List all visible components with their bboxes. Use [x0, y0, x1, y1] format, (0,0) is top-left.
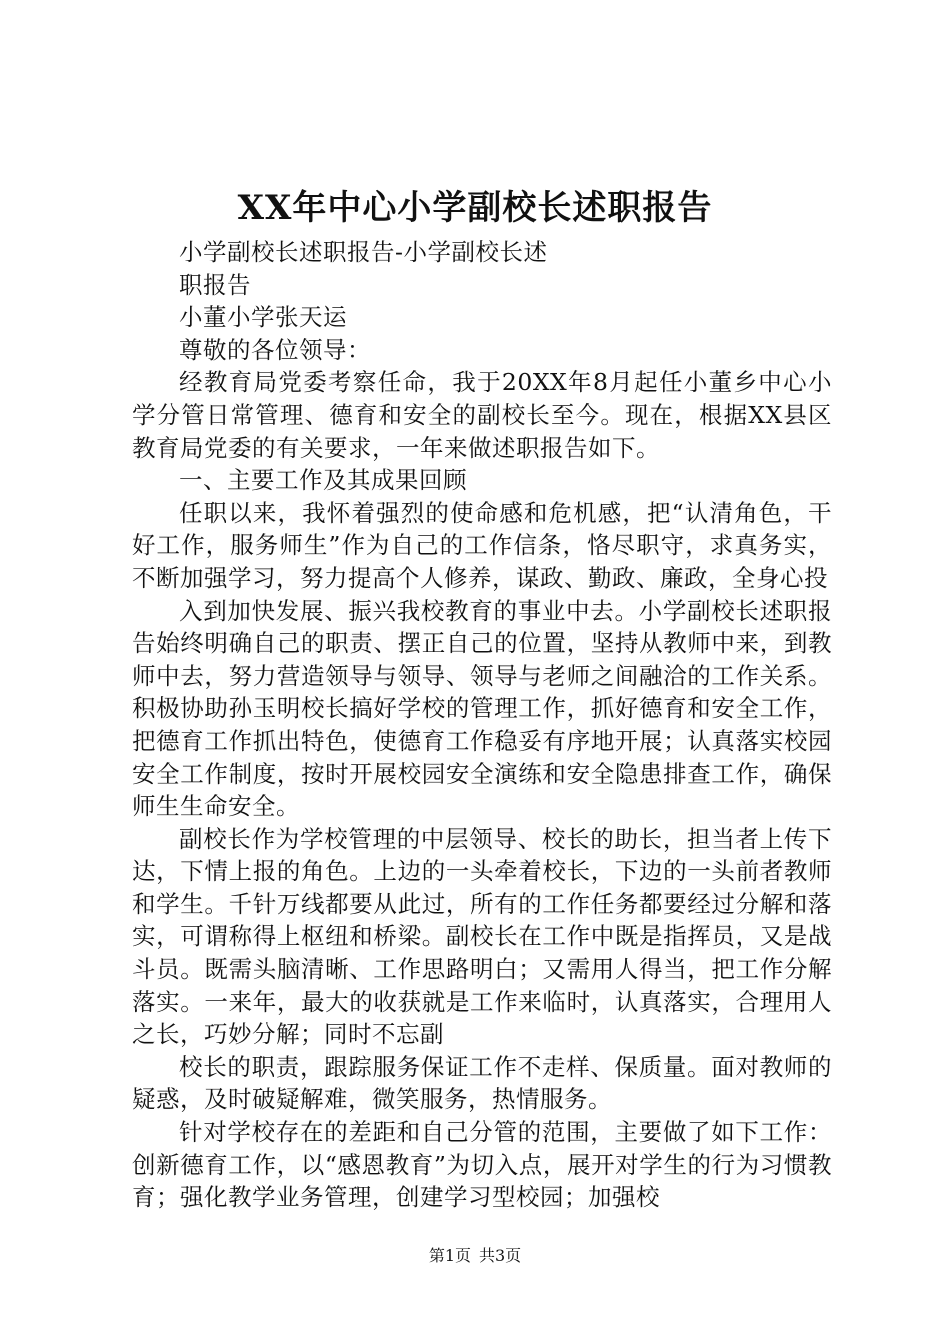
author-line: 小董小学张天运 — [179, 303, 347, 332]
paragraph: 副校长作为学校管理的中层领导、校长的助长，担当者上传下达，下情上报的角色。上边的一头牵着校长，下边的一头前者教师和学生。千针万线都要从此过，所有的工作任务都要经过分解和落实，可谓称得上枢纽和桥梁。副校长在工作中既是指挥员，又是战斗员。既需头脑清晰、工作思路明白；又需用人得当，把工作分解落实。一来年，最大的收获就是工作来临时，认真落实，合理用人之长，巧妙分解；同时不忘副 — [132, 824, 832, 1049]
document-body — [132, 236, 832, 1214]
page-number: 第1页 — [428, 1246, 471, 1265]
paragraph: 经教育局党委考察任命，我于20XX年8月起任小董乡中心小学分管日常管理、德育和安全的副校长至今。现在，根据XX县区教育局党委的有关要求，一年来做述职报告如下。 — [132, 368, 832, 462]
document-title: XX年中心小学副校长述职报告 — [237, 188, 713, 228]
paragraph: 针对学校存在的差距和自己分管的范围，主要做了如下工作：创新德育工作，以“感恩教育”为切入点，展开对学生的行为习惯教育；强化教学业务管理，创建学习型校园；加强校 — [132, 1118, 832, 1212]
paragraph: 任职以来，我怀着强烈的使命感和危机感，把“认清角色，干好工作，服务师生”作为自己的工作信条，恪尽职守，求真务实，不断加强学习，努力提高个人修养，谋政、勤政、廉政，全身心投 — [132, 498, 832, 592]
paragraph: 小学副校长述职报告-小学副校长述 — [179, 238, 548, 266]
salutation: 尊敬的各位领导： — [179, 335, 371, 364]
section-heading: 一、主要工作及其成果回顾 — [179, 466, 467, 495]
paragraph: 职报告 — [179, 270, 251, 299]
paragraph: 校长的职责，跟踪服务保证工作不走样、保质量。面对教师的疑惑，及时破疑解难，微笑服务，热情服务。 — [132, 1052, 832, 1114]
paragraph: 入到加快发展、振兴我校教育的事业中去。小学副校长述职报告始终明确自己的职责、摆正自己的位置，坚持从教师中来，到教师中去，努力营造领导与领导、领导与老师之间融洽的工作关系。积极协助孙玉明校长搞好学校的管理工作，抓好德育和安全工作，把德育工作抓出特色，使德育工作稳妥有序地开展；认真落实校园安全工作制度，按时开展校园安全演练和安全隐患排查工作，确保师生生命安全。 — [132, 596, 832, 821]
page-footer — [0, 1244, 950, 1268]
page-total: 共3页 — [479, 1246, 522, 1265]
